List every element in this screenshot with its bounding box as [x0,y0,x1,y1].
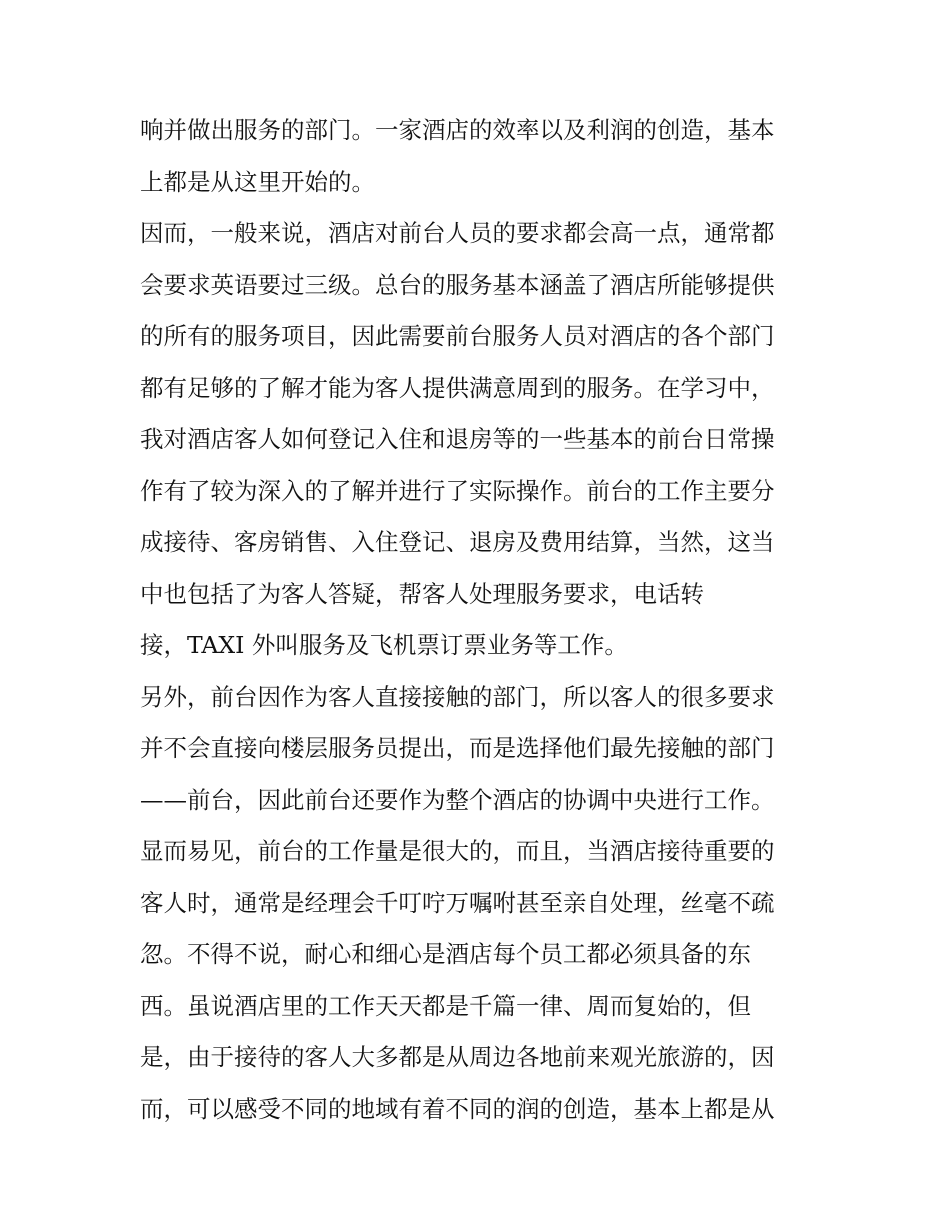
text-line: 中也包括了为客人答疑，帮客人处理服务要求，电话转 [140,579,704,608]
text-line: 显而易见，前台的工作量是很大的，而且，当酒店接待重要的 [140,837,775,865]
text-line: 忽。不得不说，耐心和细心是酒店每个员工都必须具备的东 [140,940,751,968]
text-line: ——前台，因此前台还要作为整个酒店的协调中央进行工作。 [140,785,775,814]
text-line: 因而，一般来说，酒店对前台人员的要求都会高一点，通常都 [140,219,775,247]
text-line: 是，由于接待的客人大多都是从周边各地前来观光旅游的，因 [140,1043,775,1071]
text-line: 上都是从这里开始的。 [140,167,375,196]
text-line: 而，可以感受不同的地域有着不同的润的创造，基本上都是从 [140,1094,775,1123]
body-text [140,110,820,1140]
text-line: 都有足够的了解才能为客人提供满意周到的服务。在学习中， [140,373,775,402]
text-line: 会要求英语要过三级。总台的服务基本涵盖了酒店所能够提供 [140,270,775,299]
text-line: 作有了较为深入的了解并进行了实际操作。前台的工作主要分 [140,476,775,505]
text-line: 响并做出服务的部门。一家酒店的效率以及利润的创造，基本 [140,116,775,144]
text-line: 另外，前台因作为客人直接接触的部门，所以客人的很多要求 [140,682,775,711]
text-line: 成接待、客房销售、入住登记、退房及费用结算，当然，这当 [140,528,775,556]
text-line: 并不会直接向楼层服务员提出，而是选择他们最先接触的部门 [140,734,775,762]
text-line: 客人时，通常是经理会千叮咛万嘱咐甚至亲自处理，丝毫不疏 [140,888,775,917]
text-line: 西。虽说酒店里的工作天天都是千篇一律、周而复始的，但 [140,991,751,1020]
text-line: 的所有的服务项目，因此需要前台服务人员对酒店的各个部门 [140,322,775,350]
text-line: 接，TAXI 外叫服务及飞机票订票业务等工作。 [140,631,628,659]
text-line: 我对酒店客人如何登记入住和退房等的一些基本的前台日常操 [140,425,775,453]
